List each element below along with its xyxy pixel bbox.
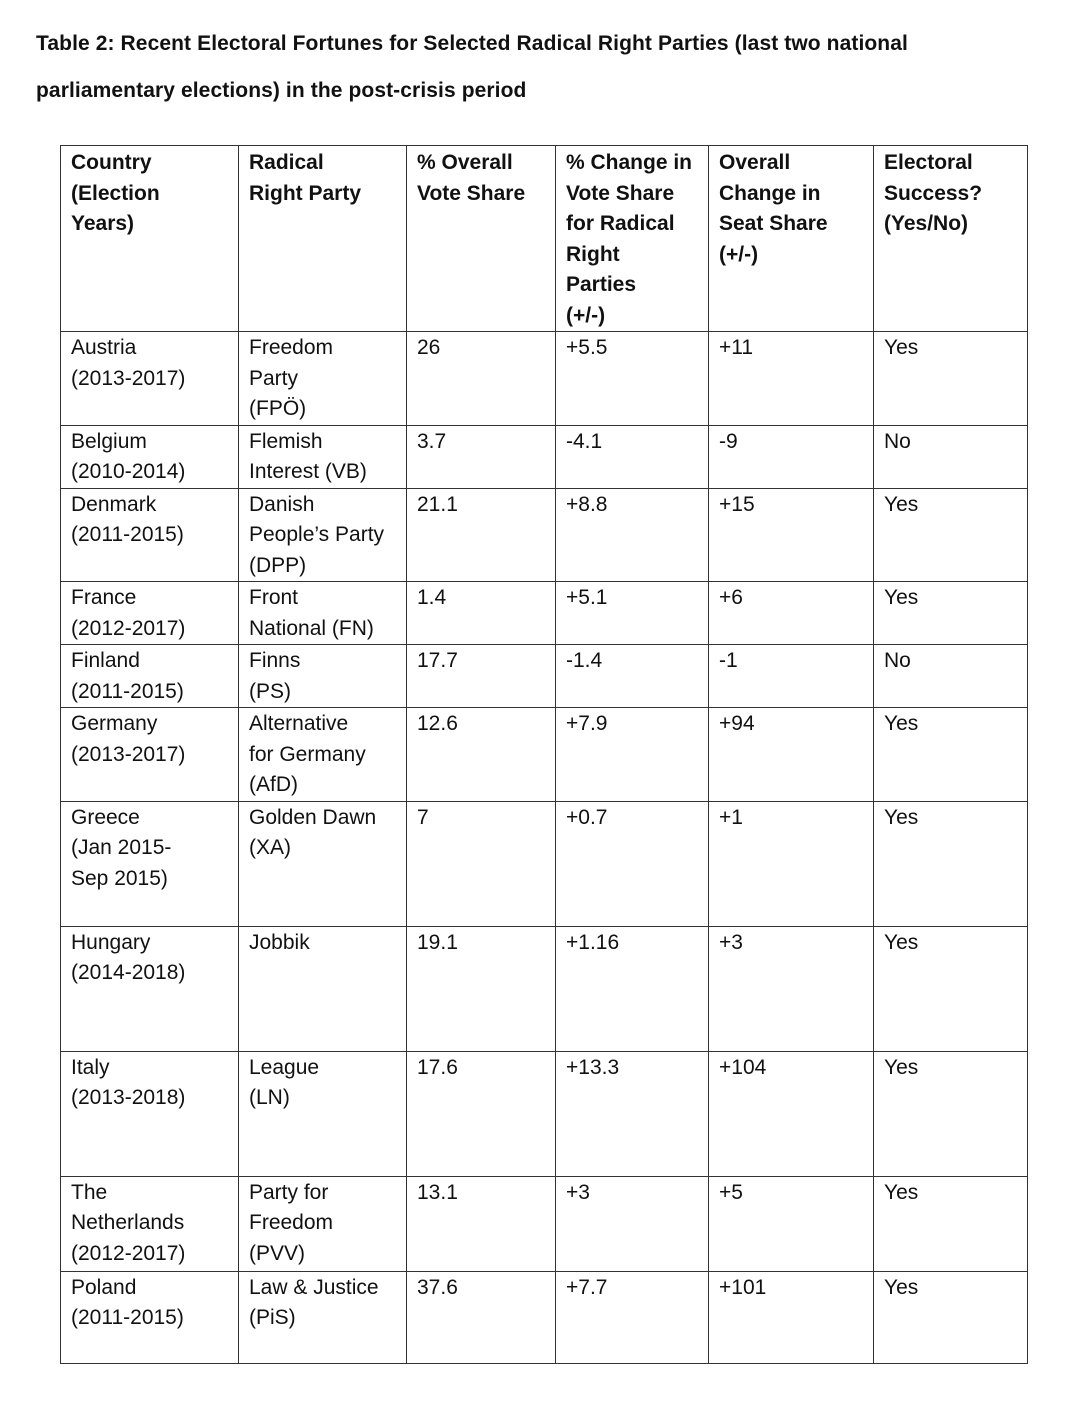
cell-vote-change: +8.8 [556,488,709,582]
table-row [61,708,1028,802]
cell-country: Germany (2013-2017) [61,708,239,802]
cell-success: Yes [874,801,1028,926]
header-success: Electoral Success? (Yes/No) [874,146,1028,332]
header-party: Radical Right Party [239,146,407,332]
header-vote-share: % Overall Vote Share [407,146,556,332]
table-row [61,645,1028,708]
cell-party: Front National (FN) [239,582,407,645]
electoral-fortunes-table [60,145,1028,1364]
table-row [61,801,1028,926]
header-row [61,146,1028,332]
cell-vote-share: 19.1 [407,926,556,1051]
cell-party: Danish People’s Party (DPP) [239,488,407,582]
cell-success: Yes [874,926,1028,1051]
cell-country: France (2012-2017) [61,582,239,645]
cell-country: Finland (2011-2015) [61,645,239,708]
cell-vote-change: +0.7 [556,801,709,926]
cell-vote-change: +5.1 [556,582,709,645]
cell-party: Finns (PS) [239,645,407,708]
table-row [61,1051,1028,1176]
cell-vote-share: 13.1 [407,1176,556,1271]
table-row [61,926,1028,1051]
cell-seat-change: +94 [709,708,874,802]
cell-success: Yes [874,1271,1028,1363]
cell-country: Greece (Jan 2015- Sep 2015) [61,801,239,926]
cell-seat-change: +5 [709,1176,874,1271]
header-country: Country (Election Years) [61,146,239,332]
cell-seat-change: +1 [709,801,874,926]
cell-success: Yes [874,582,1028,645]
cell-success: No [874,645,1028,708]
table-row [61,1271,1028,1363]
cell-country: Denmark (2011-2015) [61,488,239,582]
cell-success: Yes [874,488,1028,582]
cell-vote-share: 17.7 [407,645,556,708]
cell-vote-share: 17.6 [407,1051,556,1176]
cell-party: Law & Justice (PiS) [239,1271,407,1363]
cell-country: Italy (2013-2018) [61,1051,239,1176]
cell-seat-change: +11 [709,332,874,426]
cell-success: Yes [874,708,1028,802]
cell-seat-change: +15 [709,488,874,582]
cell-vote-change: +13.3 [556,1051,709,1176]
cell-country: Austria (2013-2017) [61,332,239,426]
cell-success: Yes [874,1176,1028,1271]
table-row [61,1176,1028,1271]
table-row [61,488,1028,582]
cell-country: Belgium (2010-2014) [61,425,239,488]
cell-vote-change: +7.9 [556,708,709,802]
cell-vote-share: 1.4 [407,582,556,645]
cell-country: The Netherlands (2012-2017) [61,1176,239,1271]
cell-success: Yes [874,1051,1028,1176]
header-seat-change: Overall Change in Seat Share (+/-) [709,146,874,332]
cell-party: Golden Dawn (XA) [239,801,407,926]
cell-success: No [874,425,1028,488]
table-row [61,425,1028,488]
table-row [61,582,1028,645]
cell-seat-change: +3 [709,926,874,1051]
cell-success: Yes [874,332,1028,426]
cell-seat-change: +101 [709,1271,874,1363]
table-row [61,332,1028,426]
cell-vote-share: 12.6 [407,708,556,802]
cell-party: Party for Freedom (PVV) [239,1176,407,1271]
cell-party: League (LN) [239,1051,407,1176]
cell-vote-share: 3.7 [407,425,556,488]
cell-seat-change: -1 [709,645,874,708]
cell-vote-change: +1.16 [556,926,709,1051]
cell-vote-change: +5.5 [556,332,709,426]
cell-vote-share: 37.6 [407,1271,556,1363]
cell-party: Alternative for Germany (AfD) [239,708,407,802]
cell-vote-share: 7 [407,801,556,926]
cell-vote-share: 26 [407,332,556,426]
cell-country: Hungary (2014-2018) [61,926,239,1051]
cell-vote-change: +3 [556,1176,709,1271]
header-vote-change: % Change in Vote Share for Radical Right Parties (+/-) [556,146,709,332]
cell-vote-change: -1.4 [556,645,709,708]
cell-seat-change: +104 [709,1051,874,1176]
cell-party: Freedom Party (FPÖ) [239,332,407,426]
table-caption: Table 2: Recent Electoral Fortunes for Selected Radical Right Parties (last two national parliamentary elections) in the post-crisis period [36,32,908,102]
cell-vote-share: 21.1 [407,488,556,582]
cell-vote-change: -4.1 [556,425,709,488]
cell-country: Poland (2011-2015) [61,1271,239,1363]
cell-party: Jobbik [239,926,407,1051]
cell-vote-change: +7.7 [556,1271,709,1363]
cell-party: Flemish Interest (VB) [239,425,407,488]
cell-seat-change: -9 [709,425,874,488]
cell-seat-change: +6 [709,582,874,645]
